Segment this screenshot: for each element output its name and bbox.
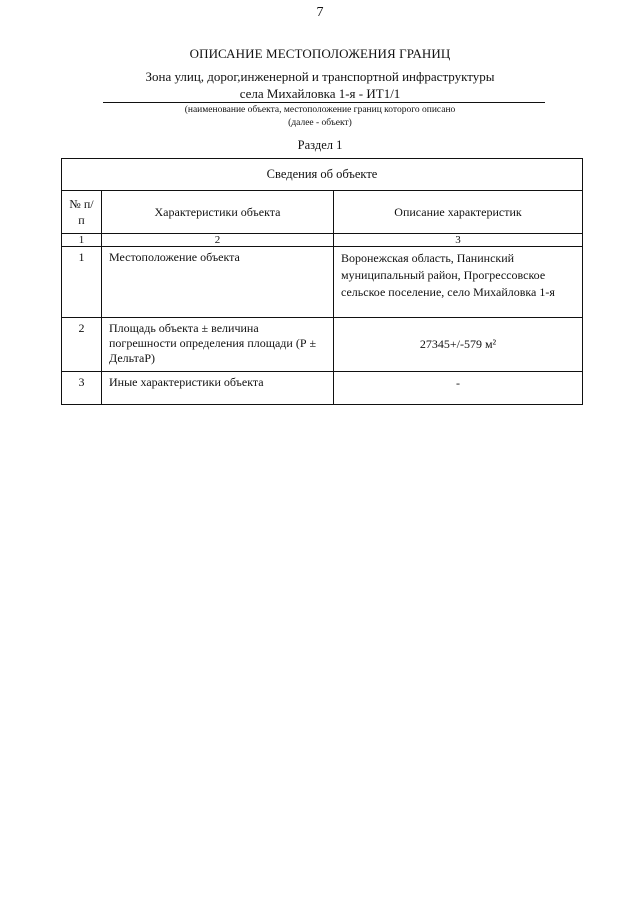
caption-line-2: (далее - объект) [288,118,352,128]
table-title: Сведения об объекте [62,159,583,191]
row-number: 3 [62,372,102,405]
section-title: Раздел 1 [297,138,343,152]
column-number-row [62,234,583,247]
row-number: 2 [62,318,102,372]
table-row [62,318,583,372]
header-num: № п/п [62,191,102,234]
column-number: 3 [334,234,583,247]
row-description: - [334,372,583,405]
table-header-row [62,191,583,234]
page-number: 7 [316,5,324,20]
header-characteristic: Характеристики объекта [102,191,334,234]
row-description: 27345+/-579 м² [334,318,583,372]
column-number: 2 [102,234,334,247]
row-number: 1 [62,247,102,318]
subtitle-line-2: села Михайловка 1-я - ИТ1/1 [239,86,401,101]
document-title: ОПИСАНИЕ МЕСТОПОЛОЖЕНИЯ ГРАНИЦ [189,46,451,61]
object-info-table [61,158,583,405]
row-characteristic: Площадь объекта ± величина погрешности определения площади (Р ± ДельтаР) [102,318,334,372]
row-characteristic: Иные характеристики объекта [102,372,334,405]
document-subtitle [0,68,640,102]
column-number: 1 [62,234,102,247]
table-row [62,247,583,318]
caption-line-1: (наименование объекта, местоположение границ которого описано [184,105,456,115]
object-caption [0,104,640,130]
title-underline [103,102,545,103]
header-description: Описание характеристик [334,191,583,234]
row-characteristic: Местоположение объекта [102,247,334,318]
row-description: Воронежская область, Панинский муниципальный район, Прогрессовское сельское поселение, село Михайловка 1-я [334,247,583,318]
subtitle-line-1: Зона улиц, дорог,инженерной и транспортной инфраструктуры [145,69,495,84]
table-row [62,372,583,405]
table-title-row [62,159,583,191]
